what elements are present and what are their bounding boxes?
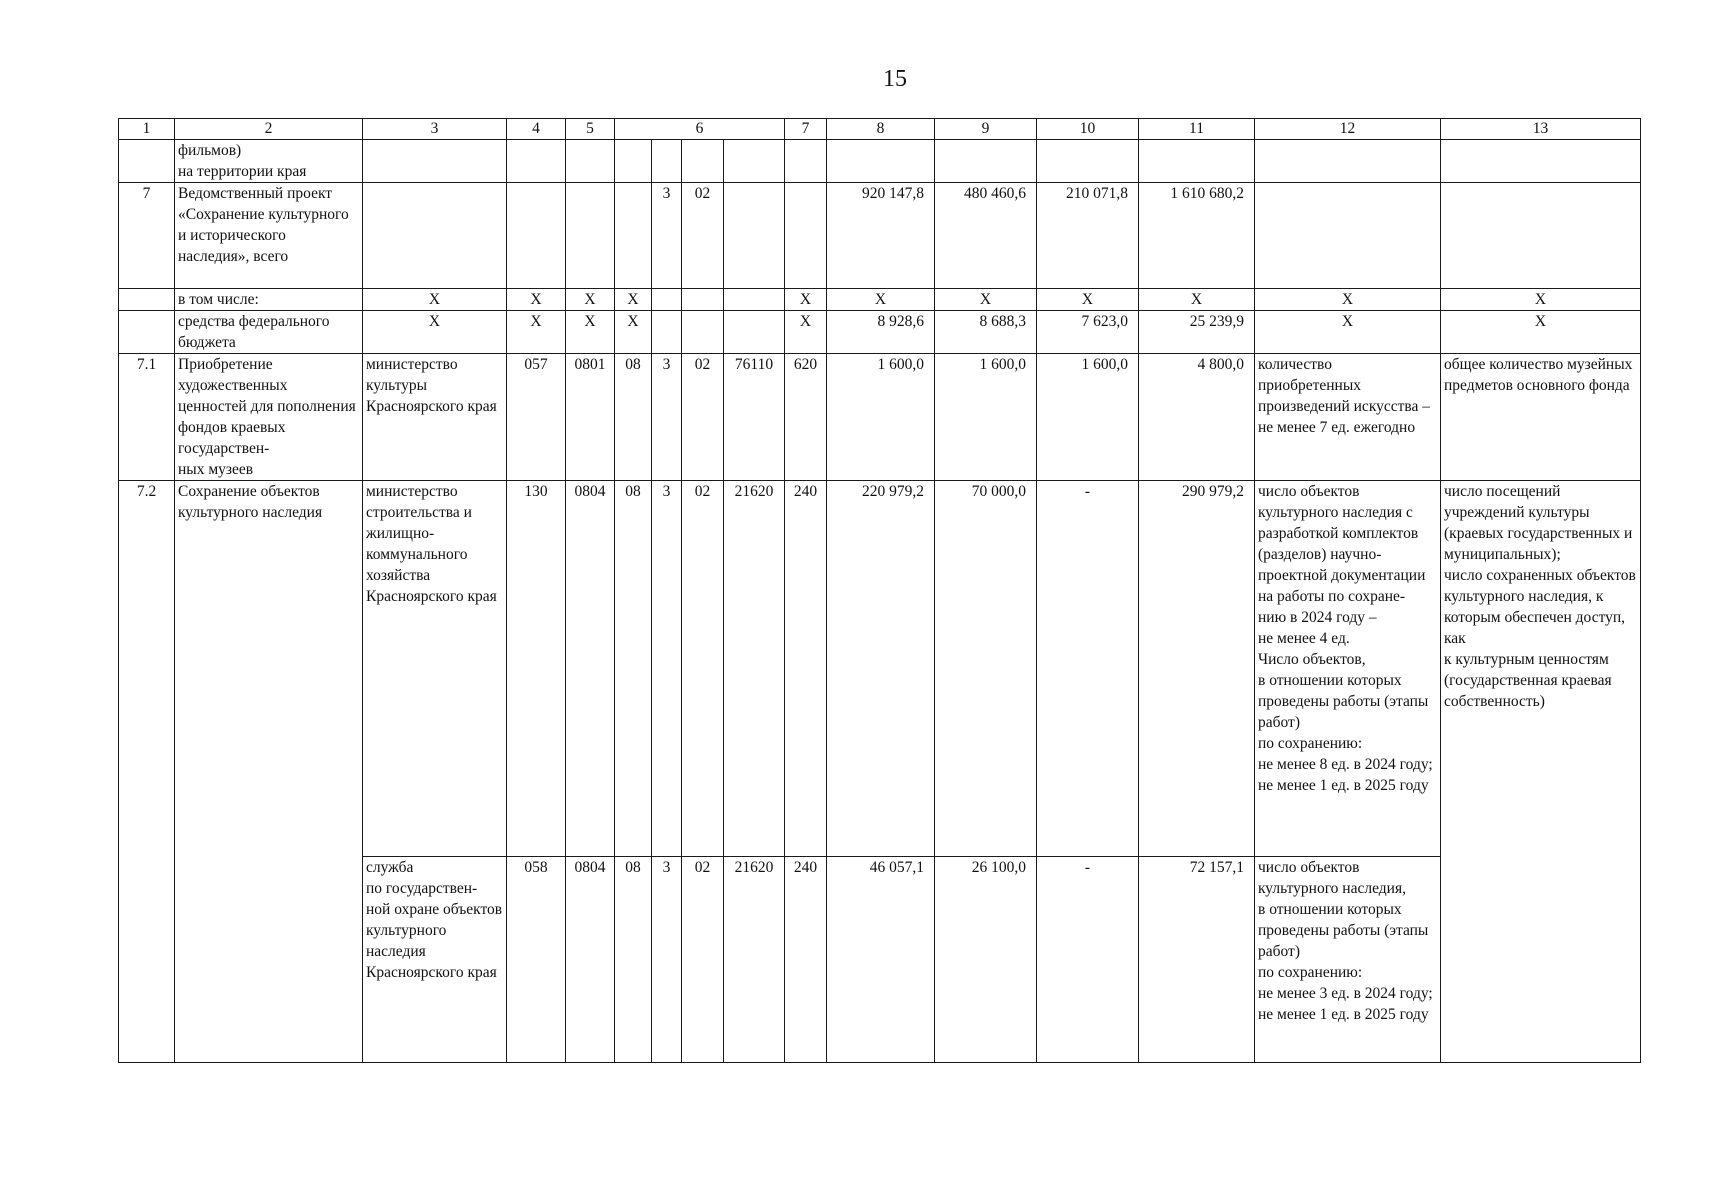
code-cell: 02 — [682, 481, 724, 857]
page-number: 15 — [883, 66, 907, 92]
x-mark: X — [507, 289, 566, 311]
amount-cell: 220 979,2 — [827, 481, 935, 857]
code-cell: 058 — [507, 857, 566, 1063]
header-cell: 7 — [785, 119, 827, 140]
amount-cell: 8 928,6 — [827, 311, 935, 354]
code-cell: 08 — [615, 857, 652, 1063]
amount-cell: 4 800,0 — [1139, 354, 1255, 481]
x-mark: X — [615, 289, 652, 311]
budget-table — [118, 118, 1641, 1063]
x-mark: X — [615, 311, 652, 354]
executor-cell: министерство строительства и жилищно- коммунального хозяйства Красноярского края — [363, 481, 507, 857]
table-row — [119, 354, 1641, 481]
code-cell: 21620 — [724, 481, 785, 857]
amount-cell: 70 000,0 — [935, 481, 1037, 857]
row-number: 7 — [119, 183, 175, 289]
code-cell: 130 — [507, 481, 566, 857]
code-cell: 21620 — [724, 857, 785, 1063]
table-row — [119, 183, 1641, 289]
code-cell: 08 — [615, 481, 652, 857]
header-cell: 8 — [827, 119, 935, 140]
header-cell: 3 — [363, 119, 507, 140]
header-cell: 2 — [175, 119, 363, 140]
x-mark: X — [935, 289, 1037, 311]
code-cell: 240 — [785, 481, 827, 857]
code-cell: 02 — [682, 857, 724, 1063]
code-cell: 02 — [682, 183, 724, 289]
amount-cell: 1 600,0 — [935, 354, 1037, 481]
x-mark: X — [1255, 311, 1441, 354]
table-row — [119, 289, 1641, 311]
x-mark: X — [785, 311, 827, 354]
code-cell: 0804 — [566, 481, 615, 857]
result-cell: количество приобретенных произведений искусства – не менее 7 ед. ежегодно — [1255, 354, 1441, 481]
code-cell: 08 — [615, 354, 652, 481]
row-name: Сохранение объектов культурного наследия — [175, 481, 363, 1063]
amount-cell: - — [1037, 857, 1139, 1063]
code-cell: 02 — [682, 354, 724, 481]
x-mark: X — [785, 289, 827, 311]
x-mark: X — [507, 311, 566, 354]
code-cell: 3 — [652, 183, 682, 289]
header-cell: 13 — [1441, 119, 1641, 140]
amount-cell: 1 610 680,2 — [1139, 183, 1255, 289]
amount-cell: 290 979,2 — [1139, 481, 1255, 857]
executor-cell: министерство культуры Красноярского края — [363, 354, 507, 481]
header-cell: 12 — [1255, 119, 1441, 140]
x-mark: X — [363, 289, 507, 311]
x-mark: X — [566, 289, 615, 311]
x-mark: X — [1441, 289, 1641, 311]
amount-cell: 920 147,8 — [827, 183, 935, 289]
code-cell: 0801 — [566, 354, 615, 481]
code-cell: 057 — [507, 354, 566, 481]
row-name: Приобретение художественных ценностей для пополнения фондов краевых государствен- ных музеев — [175, 354, 363, 481]
row-number: 7.1 — [119, 354, 175, 481]
header-cell: 4 — [507, 119, 566, 140]
amount-cell: 72 157,1 — [1139, 857, 1255, 1063]
code-cell: 0804 — [566, 857, 615, 1063]
indicator-cell: число посещений учреждений культуры (краевых государственных и муниципальных); число сохраненных объектов культурного наследия, к которым обеспечен доступ, как к культурным ценностям (государственная краевая собственность) — [1441, 481, 1641, 1063]
x-mark: X — [1441, 311, 1641, 354]
x-mark: X — [363, 311, 507, 354]
code-cell: 3 — [652, 481, 682, 857]
amount-cell: - — [1037, 481, 1139, 857]
code-cell: 240 — [785, 857, 827, 1063]
row-name: в том числе: — [175, 289, 363, 311]
x-mark: X — [827, 289, 935, 311]
table-row — [119, 140, 1641, 183]
indicator-cell: общее количество музейных предметов основного фонда — [1441, 354, 1641, 481]
amount-cell: 1 600,0 — [827, 354, 935, 481]
x-mark: X — [1037, 289, 1139, 311]
header-cell: 6 — [615, 119, 785, 140]
header-cell: 5 — [566, 119, 615, 140]
row-number: 7.2 — [119, 481, 175, 1063]
header-cell: 9 — [935, 119, 1037, 140]
x-mark: X — [1255, 289, 1441, 311]
amount-cell: 210 071,8 — [1037, 183, 1139, 289]
header-cell: 11 — [1139, 119, 1255, 140]
result-cell: число объектов культурного наследия с разработкой комплектов (разделов) научно-проектной документации на работы по сохране- нию в 2024 году – не менее 4 ед. Число объектов, в отношении которых проведены работы (этапы работ) по сохранению: не менее 8 ед. в 2024 году; не менее 1 ед. в 2025 году — [1255, 481, 1441, 857]
amount-cell: 480 460,6 — [935, 183, 1037, 289]
amount-cell: 25 239,9 — [1139, 311, 1255, 354]
code-cell: 3 — [652, 354, 682, 481]
header-row — [119, 119, 1641, 140]
code-cell: 620 — [785, 354, 827, 481]
x-mark: X — [566, 311, 615, 354]
amount-cell: 8 688,3 — [935, 311, 1037, 354]
code-cell: 76110 — [724, 354, 785, 481]
x-mark: X — [1139, 289, 1255, 311]
header-cell: 10 — [1037, 119, 1139, 140]
code-cell: 3 — [652, 857, 682, 1063]
row-name: фильмов) на территории края — [175, 140, 363, 183]
amount-cell: 1 600,0 — [1037, 354, 1139, 481]
header-cell: 1 — [119, 119, 175, 140]
table-row — [119, 311, 1641, 354]
executor-cell: служба по государствен- ной охране объектов культурного наследия Красноярского края — [363, 857, 507, 1063]
amount-cell: 7 623,0 — [1037, 311, 1139, 354]
row-name: Ведомственный проект «Сохранение культурного и исторического наследия», всего — [175, 183, 363, 289]
amount-cell: 46 057,1 — [827, 857, 935, 1063]
amount-cell: 26 100,0 — [935, 857, 1037, 1063]
result-cell: число объектов культурного наследия, в отношении которых проведены работы (этапы работ) по сохранению: не менее 3 ед. в 2024 году; не менее 1 ед. в 2025 году — [1255, 857, 1441, 1063]
table-row — [119, 481, 1641, 857]
row-name: средства федерального бюджета — [175, 311, 363, 354]
